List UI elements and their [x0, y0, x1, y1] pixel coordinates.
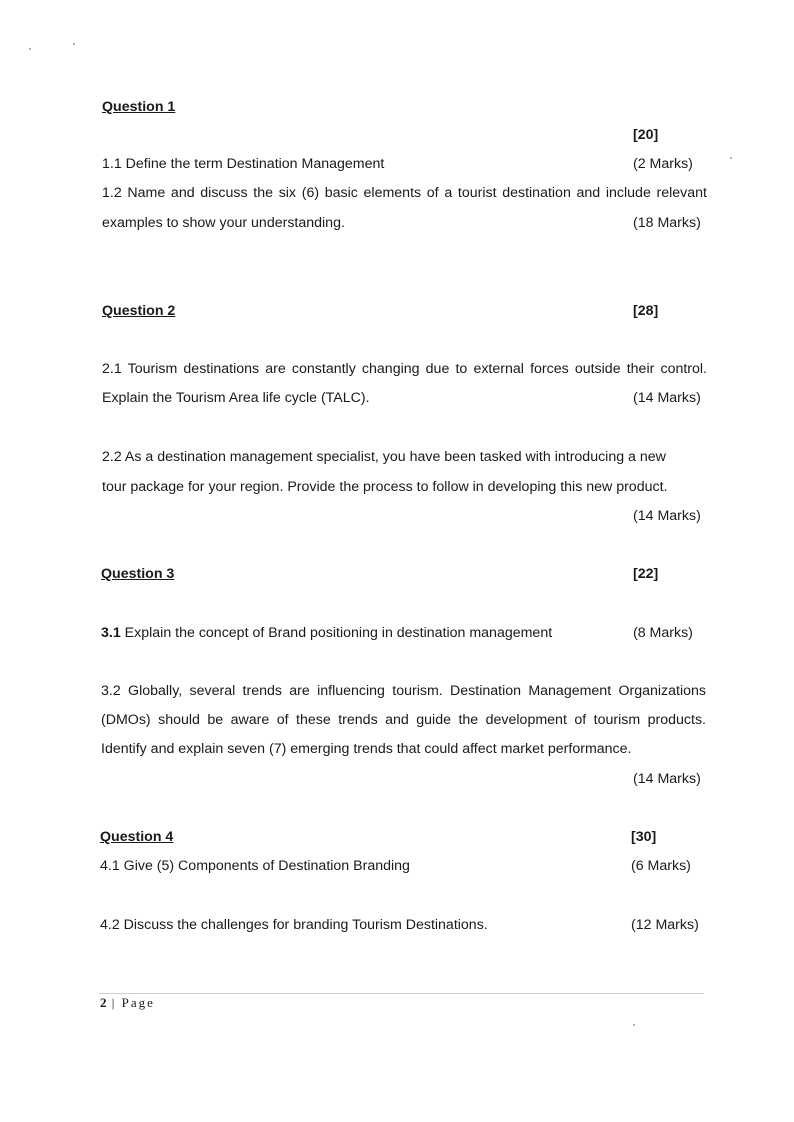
question-3-2-line-1: 3.2 Globally, several trends are influencing tourism. Destination Management Organizations: [101, 683, 706, 699]
page-number: 2: [100, 995, 107, 1010]
scan-speck: [73, 43, 75, 45]
question-3-1-number: 3.1: [101, 625, 121, 641]
question-2-1-line-1: 2.1 Tourism destinations are constantly changing due to external forces outside their control.: [102, 361, 707, 377]
question-3-total: [22]: [633, 566, 659, 582]
question-1-heading: Question 1: [102, 99, 176, 115]
question-3-1-marks: (8 Marks): [633, 625, 693, 641]
question-2-total: [28]: [633, 303, 659, 319]
question-2-1-marks: (14 Marks): [633, 390, 701, 406]
question-4-2-marks: (12 Marks): [631, 917, 699, 933]
question-2-heading: Question 2: [102, 303, 176, 319]
question-1-2-line-2: examples to show your understanding.: [102, 215, 345, 231]
page-separator: |: [111, 995, 117, 1010]
question-2-2-line-2: tour package for your region. Provide the process to follow in developing this new product.: [102, 479, 668, 495]
question-2-1-line-2: Explain the Tourism Area life cycle (TALC).: [102, 390, 370, 406]
question-1-1-text: 1.1 Define the term Destination Management: [102, 156, 385, 172]
question-4-1-text: 4.1 Give (5) Components of Destination Branding: [100, 858, 410, 874]
question-4-2-text: 4.2 Discuss the challenges for branding Tourism Destinations.: [100, 917, 488, 933]
scan-speck: [730, 157, 732, 159]
question-1-total: [20]: [633, 127, 659, 143]
question-3-1-text: [101, 624, 552, 642]
footer-divider: [99, 993, 704, 994]
question-2-2-line-1: 2.2 As a destination management specialist, you have been tasked with introducing a new: [102, 449, 666, 465]
question-3-2-marks: (14 Marks): [633, 771, 701, 787]
question-4-heading: Question 4: [100, 829, 174, 845]
scan-speck: [633, 1024, 635, 1026]
question-2-2-marks: (14 Marks): [633, 508, 701, 524]
question-3-2-line-3: Identify and explain seven (7) emerging trends that could affect market performance.: [101, 741, 632, 757]
question-3-1-body: Explain the concept of Brand positioning in destination management: [120, 625, 553, 641]
question-1-2-line-1: 1.2 Name and discuss the six (6) basic elements of a tourist destination and include relevant: [102, 185, 707, 201]
question-3-heading: Question 3: [101, 566, 175, 582]
question-4-1-marks: (6 Marks): [631, 858, 691, 874]
scan-speck: [29, 48, 31, 50]
question-1-2-marks: (18 Marks): [633, 215, 701, 231]
question-3-2-line-2: (DMOs) should be aware of these trends and guide the development of tourism products.: [101, 712, 706, 728]
question-4-total: [30]: [631, 829, 657, 845]
question-1-1-marks: (2 Marks): [633, 156, 693, 172]
page-footer: [100, 995, 155, 1011]
page-label: Page: [121, 995, 155, 1010]
